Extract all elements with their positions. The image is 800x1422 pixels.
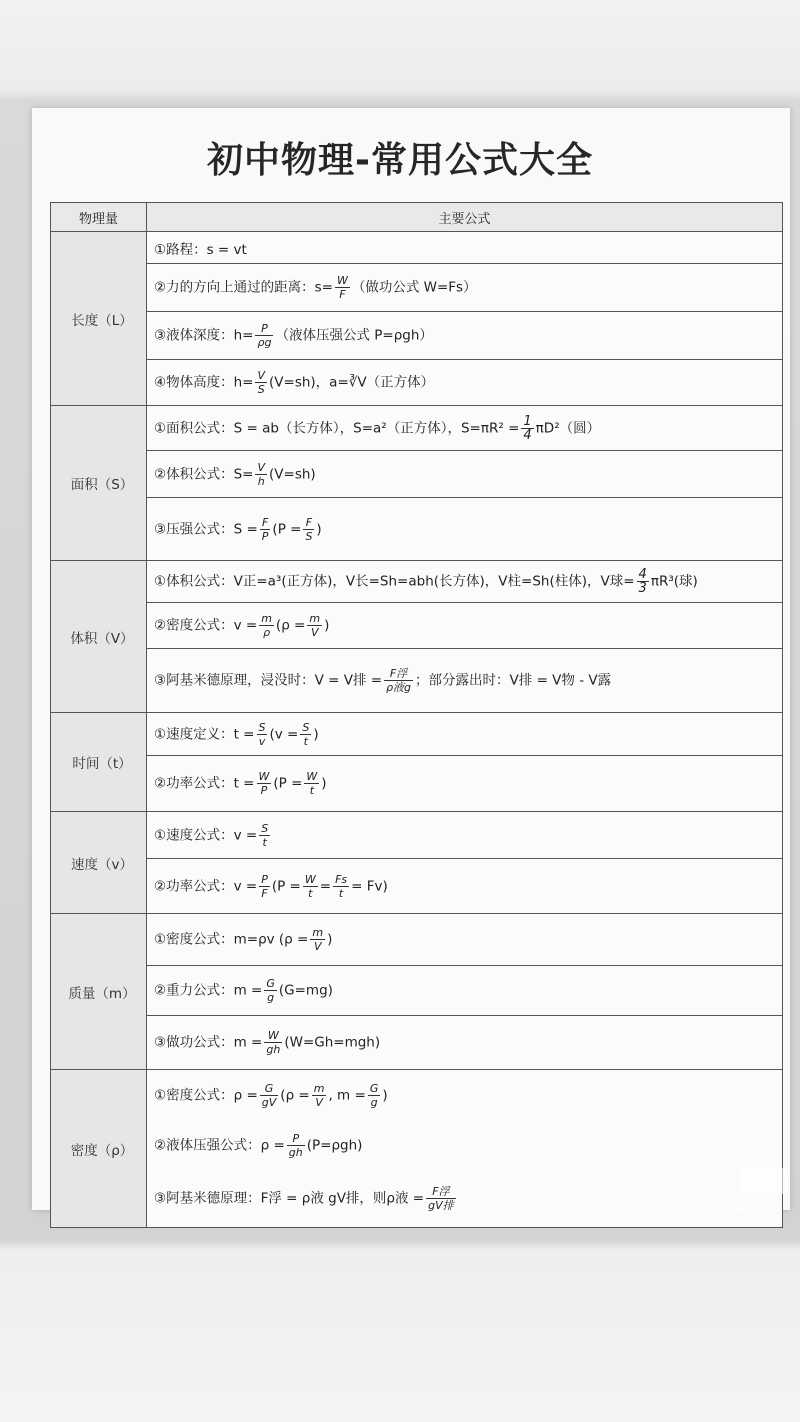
table-row [51, 406, 783, 451]
table-header [51, 203, 783, 232]
table-row [51, 360, 783, 406]
formula-volume-2: ②密度公式：v = $\frac{m}{\rho}$ (ρ = $\frac{m}{V}$ ) [147, 603, 783, 649]
table-row [51, 812, 783, 859]
table-row [51, 451, 783, 498]
formula-speed-1: ①速度公式：v = $\frac{S}{t}$ [147, 812, 783, 859]
formula-area-1: ①面积公式：S = ab（长方体），S=a²（正方体），S=πR² = $\frac{1}{4}$ πD²（圆） [147, 406, 783, 451]
formula-mass-1: ①密度公式：m=ρv (ρ = $\frac{m}{V}$ ) [147, 914, 783, 966]
table-row [51, 1070, 783, 1122]
table-row [51, 264, 783, 312]
formula-mass-3: ③做功公式：m = $\frac{W}{gh}$ (W=Gh=mgh) [147, 1016, 783, 1070]
table-row [51, 966, 783, 1016]
page-title: 初中物理-常用公式大全 [207, 140, 593, 181]
table-row [51, 232, 783, 264]
formula-speed-2: ②功率公式：v = $\frac{P}{F}$ (P = $\frac{W}{t}$ = $\frac{Fs}{t}$ = Fv) [147, 859, 783, 914]
quantity-area: 面积（S） [51, 406, 147, 561]
table-row [51, 561, 783, 603]
formula-density-2: ②液体压强公式：ρ = $\frac{P}{gh}$ (P=ρgh) [147, 1122, 783, 1170]
header-formulas: 主要公式 [147, 203, 783, 232]
table-row [51, 649, 783, 713]
formula-length-3: ③液体深度：h= $\frac{P}{\rho g}$ （液体压强公式 P=ρgh） [147, 312, 783, 360]
header-quantity: 物理量 [51, 203, 147, 232]
quantity-volume: 体积（V） [51, 561, 147, 713]
table-row [51, 1016, 783, 1070]
formula-area-3: ③压强公式：S = $\frac{F}{P}$ (P = $\frac{F}{S}$ ) [147, 498, 783, 561]
watermark-text: 小红书号 jblyxmt4922 [608, 1198, 776, 1216]
table-row [51, 713, 783, 756]
formula-volume-3: ③阿基米德原理，浸没时：V = V排 = F浮 ρ液g ；部分露出时：V排 = V物 - V露 [147, 649, 783, 713]
watermark-logo [740, 1168, 788, 1194]
formula-area-2: ②体积公式：S= $\frac{V}{h}$ (V=sh) [147, 451, 783, 498]
formula-volume-1: ①体积公式：V正=a³(正方体)，V长=Sh=abh(长方体)，V柱=Sh(柱体)，V球= $\frac{4}{3}$ πR³(球) [147, 561, 783, 603]
table-row [51, 603, 783, 649]
formula-time-1: ①速度定义：t = $\frac{S}{v}$ (v = $\frac{S}{t}$ ) [147, 713, 783, 756]
formula-length-1: ①路程：s = vt [147, 232, 783, 264]
quantity-speed: 速度（v） [51, 812, 147, 914]
table-row [51, 498, 783, 561]
formula-mass-2: ②重力公式：m = $\frac{G}{g}$ (G=mg) [147, 966, 783, 1016]
formula-density-1: ①密度公式：ρ = $\frac{G}{gV}$ (ρ = $\frac{m}{V}$ , m = $\frac{G}{g}$ ) [147, 1070, 783, 1122]
formula-time-2: ②功率公式：t = $\frac{W}{P}$ (P = $\frac{W}{t}$ ) [147, 756, 783, 812]
quantity-length: 长度（L） [51, 232, 147, 406]
table-row [51, 914, 783, 966]
formula-density-3: ③阿基米德原理：F浮 = ρ液 gV排，则ρ液 = F浮 gV排 [147, 1170, 783, 1228]
table-row [51, 756, 783, 812]
quantity-mass: 质量（m） [51, 914, 147, 1070]
formula-length-2: ②力的方向上通过的距离：s= $\frac{W}{F}$ （做功公式 W=Fs） [147, 264, 783, 312]
formula-table [50, 202, 783, 1228]
quantity-density: 密度（ρ） [51, 1070, 147, 1228]
table-row [51, 1122, 783, 1170]
quantity-time: 时间（t） [51, 713, 147, 812]
table-row [51, 312, 783, 360]
formula-length-4: ④物体高度：h= $\frac{V}{S}$ (V=sh)，a=∛V（正方体） [147, 360, 783, 406]
table-row [51, 859, 783, 914]
